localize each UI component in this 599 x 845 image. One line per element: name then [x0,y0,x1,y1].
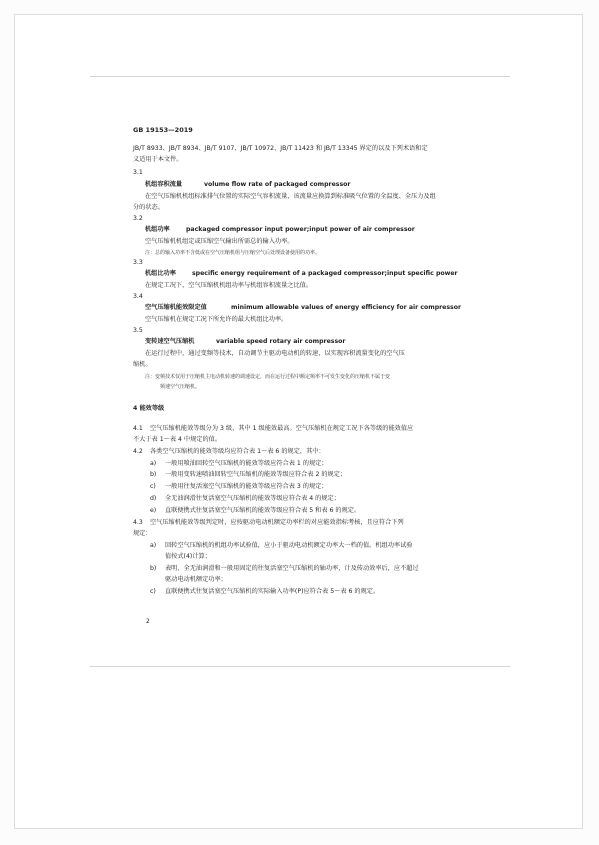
clause-text: 空气压缩机能效等级分为 3 级，其中 1 级能效最高。空气压缩机在规定工况下各等级的能效值应 [150,425,414,432]
list-item: 一般用喷油回转空气压缩机的能效等级应符合表 1 的规定； [165,460,328,467]
list-item: 一般用变转速喷油回转空气压缩机的能效等级应符合表 2 的规定； [165,471,347,478]
term-english: variable speed rotary air compressor [216,338,346,345]
term-title: 空气压缩机能效限定值 [145,304,207,311]
term-note: 注：变频技术仅用于压缩机主电动机转速的调速设定，而在运行过程中额定频率不可发生变化的压缩机不属于变 [145,374,391,380]
standard-code: GB 19153—2019 [133,126,193,134]
clause-text: 空气压缩机能效等级判定时，应按驱动电动机额定功率栏的对应能效指标考核，且应符合下列 [150,519,404,526]
list-item: 直联便携式往复活塞空气压缩机的实际输入功率(P)应符合表 5～表 6 的规定。 [165,588,380,595]
list-item: 一般用往复活塞空气压缩机的能效等级应符合表 3 的规定； [165,483,328,490]
list-item: 驱动电动机额定功率； [165,576,227,583]
term-title: 机组功率 [145,226,170,233]
list-label: c) [150,588,156,595]
list-label: b) [150,471,157,478]
section-heading: 4 能效等级 [133,405,165,412]
term-definition-line: 空气压缩机机组定或压缩空气输出所需总的输入功率。 [145,238,294,245]
term-note: 频速空气压缩机。 [160,384,201,390]
list-label: a) [150,460,157,467]
page-number: 2 [146,618,150,625]
term-definition-line: 在运行过程中，通过变频等技术，自动调节主驱动电动机的转速，以实现容积流量变化的空气压 [145,350,405,357]
list-label: c) [150,483,156,490]
list-label: d) [150,495,157,502]
intro-line-1: JB/T 8933、JB/T 8934、JB/T 9107、JB/T 10972、JB/T 11423 和 JB/T 13345 界定的以及下列术语和定 [133,145,428,152]
term-definition-line: 在规定工况下，空气压缩机机组功率与机组容积流量之比值。 [145,282,313,289]
term-english: specific energy requirement of a packaged compressor;input specific power [192,270,458,277]
list-item: 表明、全无油润滑和一般用固定的往复活塞空气压缩机的轴功率，计及传动效率后，应不超过 [165,565,419,572]
term-number: 3.2 [133,215,143,222]
clause-number: 4.1 [133,425,143,432]
term-title: 变转速空气压缩机 [145,338,195,345]
list-item: 值按式(4)计算； [165,553,211,560]
clause-text: 不大于表 1～表 4 中规定的值。 [133,436,222,443]
term-note: 注：总的输入功率不含低或在空气压缩机组与压缩空气后处理设备使用的功率。 [145,250,321,256]
clause-text: 各类空气压缩机的能效等级均应符合表 1～表 6 的规定，其中： [150,448,325,455]
term-definition-line: 分的状态。 [133,204,164,211]
list-label: e) [150,507,157,514]
term-number: 3.5 [133,327,143,334]
term-title: 机组容积流量 [145,181,183,188]
term-definition-line: 空气压缩机在规定工况下所允许的最大机组比功率。 [145,316,288,323]
list-item: 回转空气压缩机的机组功率试验值，应小于驱动电动机额定功率大一档的值。机组功率试验 [165,542,413,549]
term-number: 3.4 [133,293,143,300]
clause-number: 4.3 [133,519,143,526]
term-english: minimum allowable values of energy efficiency for air compressor [231,304,462,311]
term-english: packaged compressor input power;input power of air compressor [186,226,415,233]
list-item: 全无油润滑往复活塞空气压缩机的能效等级应符合表 4 的规定； [165,495,340,502]
clause-text: 规定： [133,530,152,537]
list-label: b) [150,565,157,572]
clause-number: 4.2 [133,448,143,455]
term-title: 机组比功率 [145,270,176,277]
term-english: volume flow rate of packaged compressor [204,181,351,188]
term-number: 3.1 [133,169,143,176]
term-number: 3.3 [133,259,143,266]
term-definition-line: 在空气压缩机机组标准排气位置的实际空气容积流量，该流量应换算到标准吸气位置的全温度、全压力及组 [145,193,436,200]
term-definition-line: 缩机。 [133,361,152,368]
list-item: 直联便携式往复活塞空气压缩机的能效等级应符合表 5 和表 6 的规定。 [165,507,361,514]
intro-line-2: 义适用于本文件。 [133,156,183,163]
list-label: a) [150,542,157,549]
